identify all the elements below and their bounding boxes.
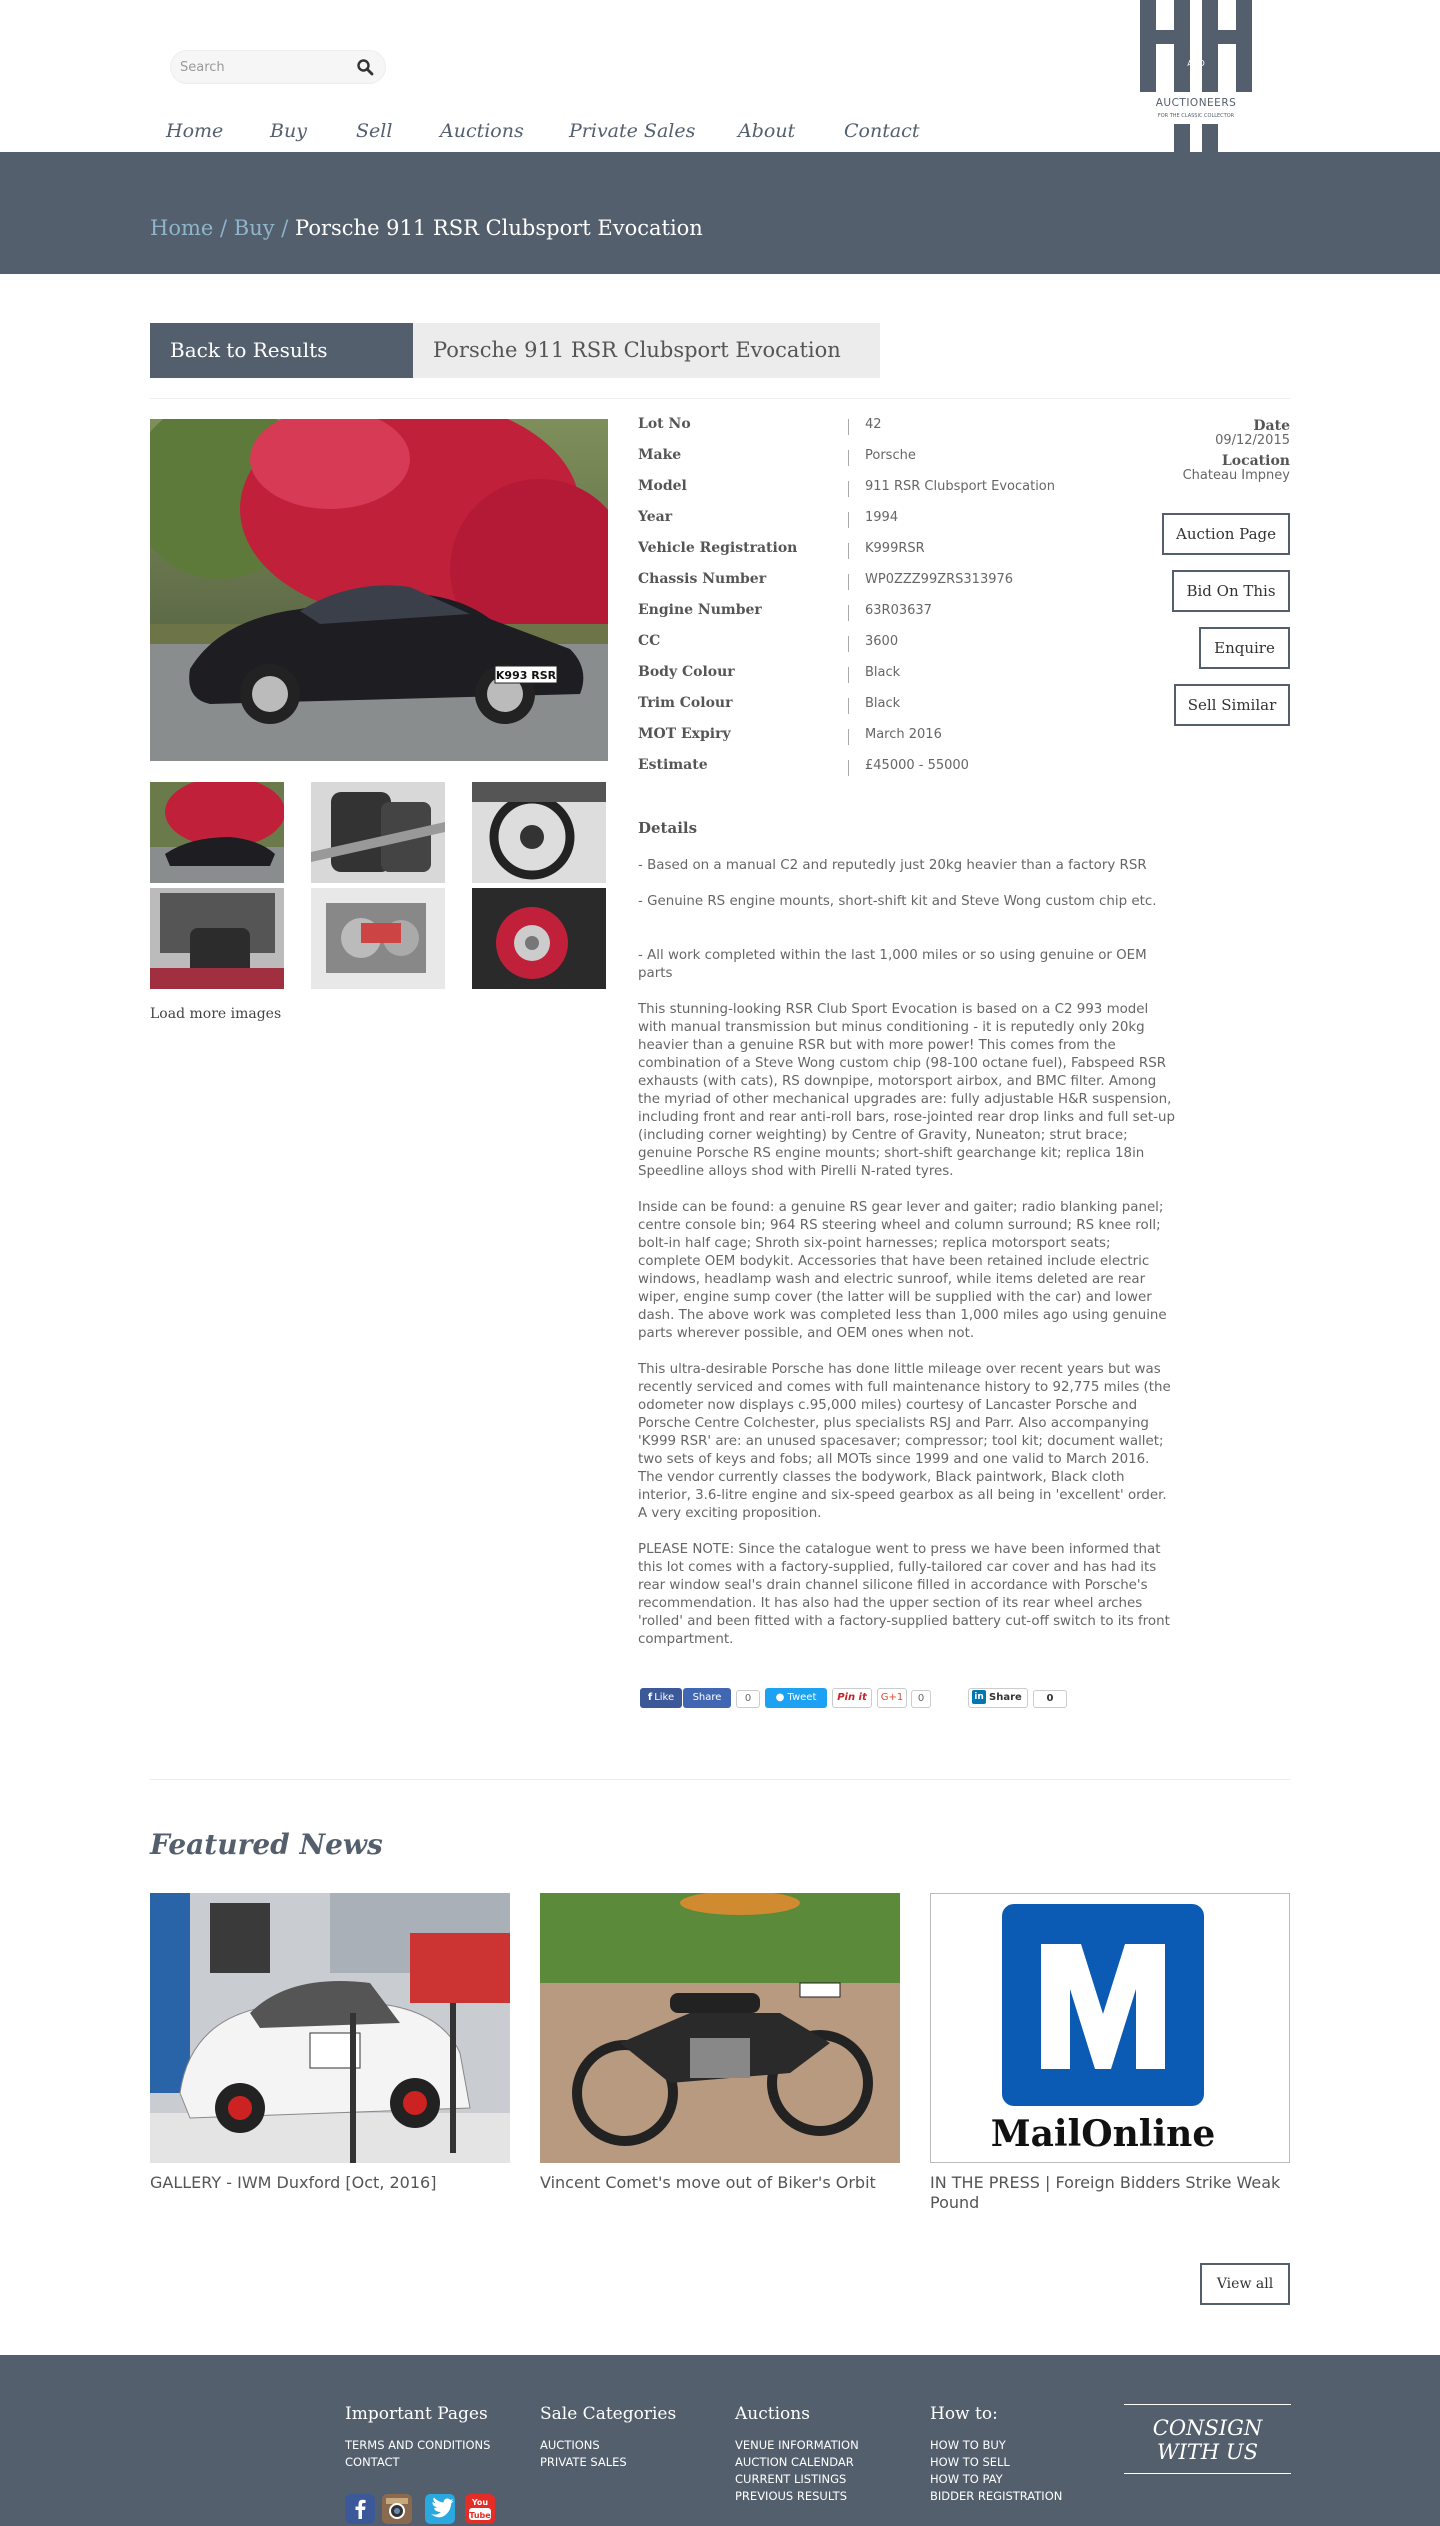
nav-about[interactable]: About [738,120,796,142]
spec-row [638,757,1158,779]
thumbnail-image[interactable] [472,888,606,989]
footer-heading: Sale Categories [540,2404,677,2424]
nav-private-sales[interactable]: Private Sales [569,120,696,142]
breadcrumb-band [0,152,1440,274]
footer-link-how-to-pay[interactable]: HOW TO PAY [930,2472,1003,2486]
spec-row [638,602,1158,624]
breadcrumb-buy[interactable]: Buy [233,216,275,240]
spec-divider [848,543,849,559]
spec-label: Engine Number [638,602,762,618]
main-car-image[interactable] [150,419,608,761]
location-label: Location [1221,453,1290,469]
details-paragraph: This ultra-desirable Porsche has done little mileage over recent years but was recently serviced and comes with full maintenance history to 92,775 miles (the odometer now displays c.95,000 miles) courtesy of Lancaster Porsche and Porsche Centre Colchester, plus specialists RSJ and Parr. Also accompanying 'K999 RSR' are: an unused spacesaver; compressor; tool kit; document wallet; two sets of keys and fobs; all MOTs since 1999 and one valid to March 2016. The vendor currently classes the bodywork, Black paintwork, Black cloth interior, 3.6-litre engine and six-speed gearbox as all being in 'excellent' order. A very exciting proposition. [638,1362,1171,1521]
details-heading: Details [638,819,698,837]
facebook-icon: f [647,1692,653,1703]
footer-link-auctions[interactable]: AUCTIONS [540,2438,600,2452]
svg-text:Tube: Tube [469,2511,491,2520]
thumbnail-image[interactable] [311,782,445,883]
consign-with-us-button[interactable]: CONSIGN WITH US [1124,2404,1291,2474]
spec-value: £45000 - 55000 [865,758,969,773]
google-plus-count: 0 [911,1690,931,1708]
spec-value: K999RSR [865,541,925,556]
footer-heading: Important Pages [345,2404,488,2424]
linkedin-share-count: 0 [1033,1690,1067,1708]
mailonline-logo [931,1894,1289,2162]
spec-value: Black [865,696,901,711]
breadcrumb [150,216,703,240]
footer-link-private-sales[interactable]: PRIVATE SALES [540,2455,627,2469]
spec-row [638,695,1158,717]
spec-divider [848,574,849,590]
spec-divider [848,636,849,652]
footer-link-contact[interactable]: CONTACT [345,2455,400,2469]
spec-label: Year [638,509,673,525]
facebook-share-count: 0 [736,1690,760,1708]
back-to-results-button[interactable]: Back to Results [150,323,413,378]
breadcrumb-separator: / [281,216,296,240]
spec-value: Porsche [865,448,916,463]
footer-link-auction-calendar[interactable]: AUCTION CALENDAR [735,2455,854,2469]
footer-link-previous-results[interactable]: PREVIOUS RESULTS [735,2489,847,2503]
logo-name: AUCTIONEERS [1155,97,1237,109]
facebook-icon[interactable] [345,2494,375,2524]
footer-link-venue-information[interactable]: VENUE INFORMATION [735,2438,859,2452]
spec-label: MOT Expiry [638,726,731,742]
pinterest-pin-button[interactable]: Pin it [832,1688,872,1708]
spec-value: Black [865,665,901,680]
spec-value: WP0ZZZ99ZRS313976 [865,572,1014,587]
youtube-icon[interactable] [465,2494,495,2524]
search-input[interactable] [180,58,350,76]
details-paragraph: This stunning-looking RSR Club Sport Evocation is based on a C2 993 model with manual transmission but minus conditioning - it is reputedly only 20kg heavier than a genuine RSR but with more power! This comes from the combination of a Steve Wong custom chip (98-100 octane fuel), Fabspeed RSR exhausts (with cats), RS downpipe, motorsport airbox, and BMC filter. Among the myriad of other mechanical upgrades are: fully adjustable H&R suspension, including front and rear anti-roll bars, rose-jointed rear drop links and full set-up (including corner weighting) by Centre of Gravity, Nuneaton; strut brace; genuine Porsche RS engine mounts; short-shift gearchange kit; replica 18in Speedline alloys shod with Pirelli N-rated tyres. [638,1002,1175,1179]
spec-divider [848,512,849,528]
linkedin-share-label: Share [989,1692,1022,1703]
spec-row [638,447,1158,469]
divider [150,1779,1290,1780]
footer-link-terms[interactable]: TERMS AND CONDITIONS [345,2438,491,2452]
details-paragraph: - All work completed within the last 1,000 miles or so using genuine or OEM parts [638,948,1147,981]
spec-row [638,726,1158,748]
spec-row [638,571,1158,593]
location-value: Chateau Impney [1182,468,1290,483]
mailonline-wordmark: MailOnline [990,2113,1216,2155]
spec-row [638,633,1158,655]
thumbnail-image[interactable] [472,782,606,883]
breadcrumb-separator: / [220,216,234,240]
nav-auctions[interactable]: Auctions [440,120,524,142]
spec-divider [848,419,849,435]
logo-tagline: FOR THE CLASSIC COLLECTOR [1157,113,1235,119]
news-caption[interactable]: GALLERY - IWM Duxford [Oct, 2016] [150,2173,437,2192]
spec-divider [848,760,849,776]
google-plus-button[interactable]: G+1 [877,1688,907,1708]
news-caption[interactable]: Vincent Comet's move out of Biker's Orbit [540,2173,876,2192]
spec-label: Trim Colour [638,695,733,711]
spec-row [638,509,1158,531]
spec-row [638,540,1158,562]
footer-column-auctions [735,2404,859,2505]
facebook-like-button[interactable] [640,1688,682,1708]
date-label: Date [1253,418,1290,434]
footer-column-sale-categories [540,2404,676,2471]
bid-on-this-button[interactable]: Bid On This [1172,570,1290,612]
footer-link-bidder-registration[interactable]: BIDDER REGISTRATION [930,2489,1063,2503]
footer-heading: Auctions [735,2404,810,2424]
lot-title: Porsche 911 RSR Clubsport Evocation [413,323,880,378]
spec-label: CC [638,633,661,649]
news-caption[interactable]: IN THE PRESS | Foreign Bidders Strike Weak Pound [930,2173,1281,2212]
footer-link-how-to-buy[interactable]: HOW TO BUY [930,2438,1006,2452]
details-paragraph: - Based on a manual C2 and reputedly just 20kg heavier than a factory RSR [638,858,1147,873]
spec-label: Model [638,478,687,494]
thumbnail-image[interactable] [311,888,445,989]
spec-divider [848,605,849,621]
spec-divider [848,698,849,714]
svg-text:You: You [471,2498,489,2507]
spec-divider [848,481,849,497]
spec-value: 63R03637 [865,603,932,618]
instagram-icon[interactable] [382,2494,412,2524]
news-image[interactable] [930,1893,1290,2163]
auction-page-button[interactable]: Auction Page [1162,513,1290,555]
tweet-label: Tweet [787,1692,817,1703]
spec-value: 3600 [865,634,899,649]
footer-column-important-pages [345,2404,490,2471]
nav-buy[interactable]: Buy [270,120,307,142]
divider [150,398,1290,399]
linkedin-share-button[interactable] [968,1688,1028,1708]
logo-and: AND [1187,59,1205,68]
spec-label: Chassis Number [638,571,767,587]
breadcrumb-current: Porsche 911 RSR Clubsport Evocation [295,216,703,240]
spec-label: Estimate [638,757,708,773]
site-logo[interactable] [1138,0,1254,152]
featured-news-heading: Featured News [150,1828,383,1861]
search-box [170,50,386,84]
spec-value: March 2016 [865,727,942,742]
news-image[interactable] [540,1893,900,2163]
thumbnail-image[interactable] [150,888,284,989]
sell-similar-button[interactable]: Sell Similar [1174,684,1290,726]
nav-home[interactable]: Home [166,120,224,142]
nav-contact[interactable]: Contact [844,120,920,142]
breadcrumb-home[interactable]: Home [150,216,214,240]
facebook-like-label: Like [654,1692,675,1703]
footer-link-current-listings[interactable]: CURRENT LISTINGS [735,2472,847,2486]
spec-row [638,478,1158,500]
search-icon[interactable] [356,58,374,76]
view-all-button[interactable]: View all [1200,2263,1290,2305]
spec-row [638,664,1158,686]
spec-row [638,416,1158,438]
enquire-button[interactable]: Enquire [1199,627,1290,669]
spec-divider [848,667,849,683]
linkedin-icon: in [972,1690,986,1704]
spec-label: Vehicle Registration [638,540,798,556]
thumbnail-image[interactable] [150,782,284,883]
twitter-icon[interactable] [425,2494,455,2524]
twitter-icon: ● [775,1692,788,1703]
load-more-images-link[interactable]: Load more images [150,1006,282,1022]
details-paragraph: - Genuine RS engine mounts, short-shift kit and Steve Wong custom chip etc. [638,894,1157,909]
facebook-share-button[interactable]: Share [683,1688,731,1708]
nav-sell[interactable]: Sell [356,120,393,142]
details-paragraph: PLEASE NOTE: Since the catalogue went to press we have been informed that this lot comes with a factory-supplied, fully-tailored car cover and has had its rear window seal's drain channel silicone filled in accordance with Porsche's recommendation. It has also had the upper section of its rear wheel arches 'rolled' and been fitted with a factory-supplied battery cut-off switch to its front compartment. [638,1542,1170,1647]
plate-text: K993 RSR [495,669,557,682]
news-image[interactable] [150,1893,510,2163]
footer-column-how-to [930,2404,1062,2505]
spec-value: 1994 [865,510,899,525]
spec-divider [848,450,849,466]
footer-link-how-to-sell[interactable]: HOW TO SELL [930,2455,1010,2469]
spec-label: Body Colour [638,664,735,680]
footer-heading: How to: [930,2404,998,2424]
tweet-button[interactable] [765,1688,827,1708]
spec-value: 911 RSR Clubsport Evocation [865,479,1056,494]
details-paragraph: Inside can be found: a genuine RS gear lever and gaiter; radio blanking panel; centre console bin; 964 RS steering wheel and column surround; RS knee roll; bolt-in half cage; Shroth six-point harnesses; replica motorsport seats; complete OEM bodykit. Accessories that have been retained include electric windows, headlamp wash and electric sunroof, while items deleted are rear wiper, engine sump cover (the latter will be supplied with the car) and lower dash. The above work was completed less than 1,000 miles ago using genuine parts wherever possible, and OEM ones when not. [638,1200,1167,1341]
spec-label: Lot No [638,416,691,432]
spec-value: 42 [865,417,882,432]
spec-divider [848,729,849,745]
spec-label: Make [638,447,682,463]
date-value: 09/12/2015 [1215,433,1290,448]
site-header [0,0,1440,152]
